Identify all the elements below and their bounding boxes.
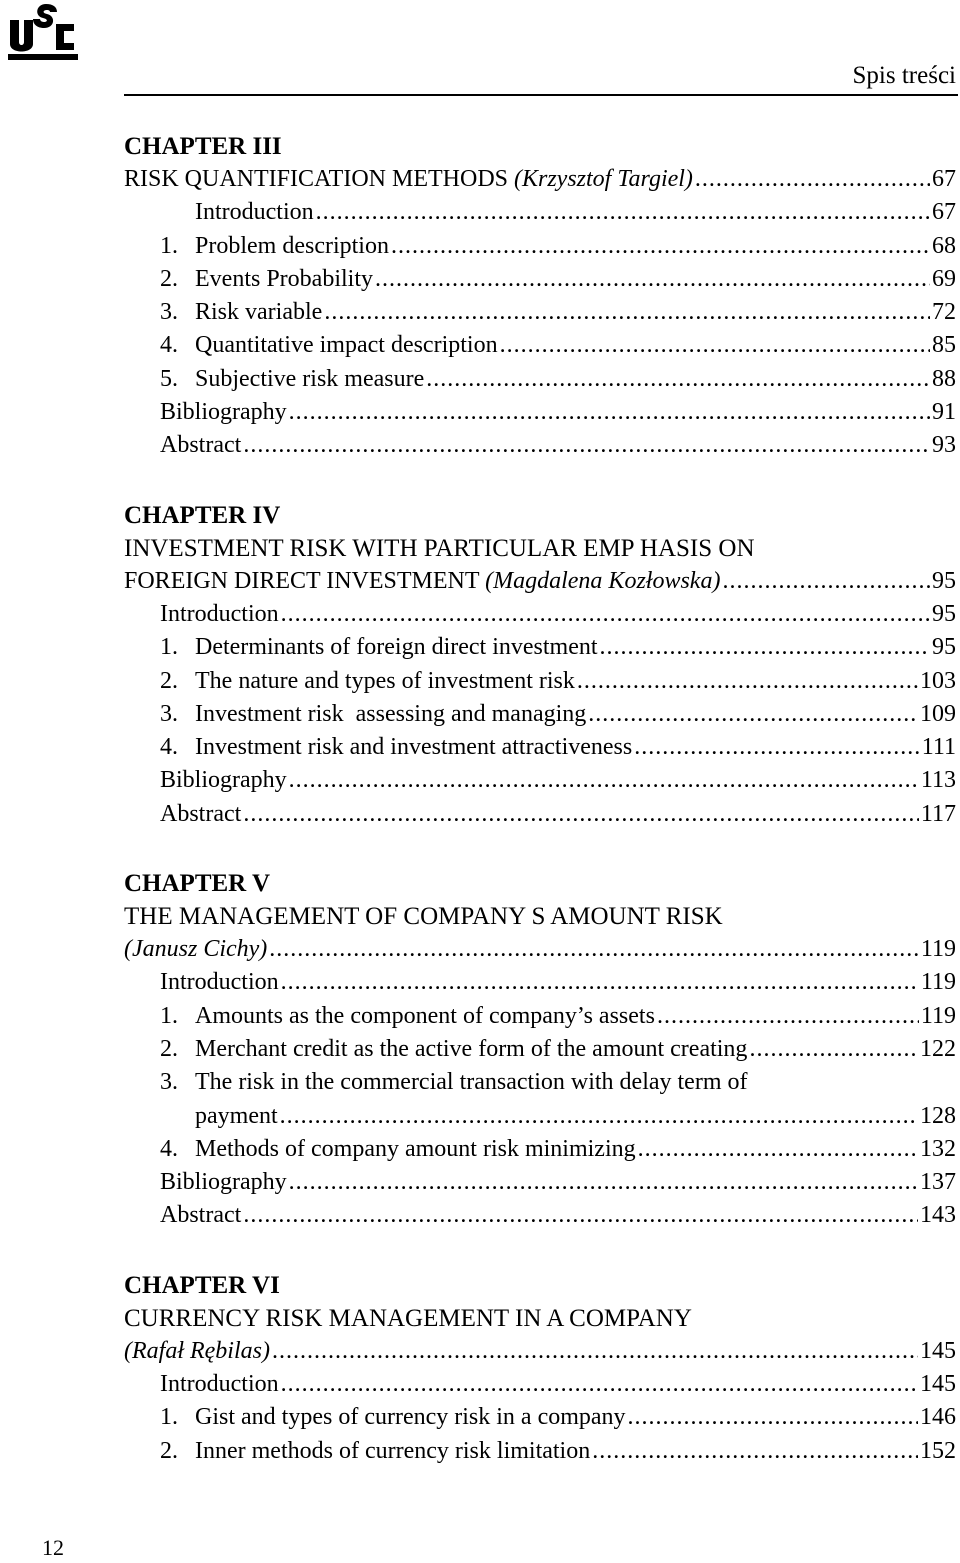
- page-ref: 95: [932, 567, 956, 594]
- page-ref: 95: [932, 634, 956, 661]
- entry-title: Quantitative impact description: [195, 332, 498, 359]
- toc-entry[interactable]: [124, 1368, 956, 1401]
- page-ref: 119: [920, 936, 956, 963]
- page-ref: 128: [920, 1102, 956, 1129]
- chapter-label: CHAPTER III: [124, 133, 282, 160]
- page-ref: 69: [932, 265, 956, 292]
- toc-entry[interactable]: 3. Investment risk assessing and managing ..... 109: [124, 698, 956, 731]
- toc-entry[interactable]: 2. Inner methods of currency risk limitation ..... 152: [124, 1435, 956, 1468]
- entry-title: Risk variable: [195, 299, 323, 326]
- toc-entry[interactable]: 1. Determinants of foreign direct investment ..... 95: [124, 631, 956, 664]
- toc-entry[interactable]: 3. Risk variable ..... 72: [124, 296, 956, 329]
- entry-title: Gist and types of currency risk in a company: [195, 1404, 626, 1431]
- page-ref: 91: [932, 399, 956, 426]
- page-ref: 113: [920, 767, 956, 794]
- page-ref: 109: [920, 700, 956, 727]
- chapter-title-entry[interactable]: [124, 1335, 956, 1368]
- page-ref: 85: [932, 332, 956, 359]
- toc-entry[interactable]: 3. The risk in the commercial transaction with delay term of: [124, 1066, 956, 1099]
- publisher-logo: [6, 2, 80, 64]
- page-ref: 146: [920, 1404, 956, 1431]
- entry-title: Introduction: [195, 199, 314, 226]
- page-ref: 119: [920, 969, 956, 996]
- toc-entry[interactable]: [124, 1166, 956, 1199]
- entry-title: The nature and types of investment risk: [195, 667, 575, 694]
- toc-entry[interactable]: [124, 396, 956, 429]
- page-ref: 111: [921, 734, 956, 761]
- page-ref: 132: [920, 1135, 956, 1162]
- page-ref: 68: [932, 232, 956, 259]
- entry-title: Introduction: [160, 969, 279, 996]
- page-ref: 119: [920, 1002, 956, 1029]
- chapter-5: [124, 867, 956, 1233]
- chapter-4: [124, 499, 956, 831]
- entry-title: Introduction: [160, 1371, 279, 1398]
- toc-entry[interactable]: [124, 966, 956, 999]
- entry-title: Inner methods of currency risk limitation: [195, 1437, 591, 1464]
- page-ref: 93: [932, 432, 956, 459]
- entry-title: Bibliography: [160, 767, 287, 794]
- entry-title: Subjective risk measure: [195, 365, 425, 392]
- running-head: Spis treści: [852, 62, 956, 89]
- toc-entry[interactable]: 4. Methods of company amount risk minimizing ..... 132: [124, 1133, 956, 1166]
- header-rule: [124, 94, 958, 96]
- page-ref: 72: [932, 299, 956, 326]
- entry-title: Determinants of foreign direct investment: [195, 634, 598, 661]
- table-of-contents: [124, 130, 956, 1504]
- chapter-title: THE MANAGEMENT OF COMPANY S AMOUNT RISK: [124, 903, 723, 931]
- entry-title: Merchant credit as the active form of the amount creating: [195, 1035, 748, 1062]
- toc-entry[interactable]: [124, 764, 956, 797]
- page-ref: 103: [920, 667, 956, 694]
- page-ref: 137: [920, 1169, 956, 1196]
- leader-dots: [695, 163, 930, 196]
- toc-entry[interactable]: 5. Subjective risk measure ..... 88: [124, 363, 956, 396]
- toc-entry[interactable]: [124, 429, 956, 462]
- entry-title: Abstract: [160, 1202, 242, 1229]
- page-ref: 152: [920, 1437, 956, 1464]
- chapter-title: RISK QUANTIFICATION METHODS (Krzysztof Targiel): [124, 166, 693, 192]
- chapter-author: (Janusz Cichy): [124, 936, 268, 963]
- entry-title: Abstract: [160, 800, 242, 827]
- entry-title: Abstract: [160, 432, 242, 459]
- toc-entry[interactable]: 1. Gist and types of currency risk in a company ..... 146: [124, 1401, 956, 1434]
- chapter-label: CHAPTER VI: [124, 1271, 280, 1299]
- toc-entry[interactable]: 4. Investment risk and investment attractiveness ..... 111: [124, 731, 956, 764]
- toc-entry[interactable]: [124, 598, 956, 631]
- chapter-author: (Rafał Rębilas): [124, 1337, 270, 1364]
- toc-entry[interactable]: 1. Amounts as the component of company’s assets ..... 119: [124, 1000, 956, 1033]
- entry-title: Methods of company amount risk minimizing: [195, 1135, 636, 1162]
- page-ref: 88: [932, 365, 956, 392]
- entry-title: Introduction: [160, 600, 279, 627]
- entry-title: Bibliography: [160, 399, 287, 426]
- page-ref: 117: [920, 800, 956, 827]
- toc-entry[interactable]: 1. Problem description ..... 68: [124, 230, 956, 263]
- toc-entry[interactable]: 4. Quantitative impact description ..... 85: [124, 329, 956, 362]
- entry-title: Amounts as the component of company’s assets: [195, 1002, 655, 1029]
- chapter-title-entry[interactable]: [124, 163, 956, 196]
- chapter-label: CHAPTER IV: [124, 501, 281, 529]
- entry-title: Bibliography: [160, 1169, 287, 1196]
- chapter-title: INVESTMENT RISK WITH PARTICULAR EMP HASIS ON: [124, 534, 755, 562]
- toc-entry[interactable]: [124, 1199, 956, 1232]
- toc-entry[interactable]: [124, 798, 956, 831]
- page-ref: 145: [920, 1337, 956, 1364]
- entry-title: payment: [195, 1102, 278, 1129]
- chapter-label: CHAPTER V: [124, 870, 271, 898]
- toc-entry[interactable]: 2. The nature and types of investment risk ..... 103: [124, 665, 956, 698]
- page-ref: 67: [932, 166, 956, 192]
- toc-entry[interactable]: 2. Merchant credit as the active form of the amount creating ..... 122: [124, 1033, 956, 1066]
- entry-title: Investment risk assessing and managing: [195, 700, 587, 727]
- page-ref: 122: [920, 1035, 956, 1062]
- page-ref: 143: [920, 1202, 956, 1229]
- chapter-title-entry[interactable]: [124, 565, 956, 598]
- entry-title: Events Probability: [195, 265, 373, 292]
- chapter-author: (Krzysztof Targiel): [514, 166, 693, 192]
- chapter-title-entry[interactable]: [124, 933, 956, 966]
- chapter-3: [124, 130, 956, 463]
- chapter-author: (Magdalena Kozłowska): [485, 567, 721, 594]
- page-number: 12: [42, 1535, 64, 1560]
- chapter-6: [124, 1269, 956, 1468]
- page-ref: 67: [932, 199, 956, 226]
- page-ref: 145: [920, 1371, 956, 1398]
- entry-title: Investment risk and investment attractiveness: [195, 734, 633, 761]
- entry-title: The risk in the commercial transaction with delay term of: [195, 1069, 748, 1096]
- chapter-title-cont: FOREIGN DIRECT INVESTMENT (Magdalena Kozłowska): [124, 567, 721, 594]
- toc-entry-continued[interactable]: [124, 1100, 956, 1133]
- entry-title: Problem description: [195, 232, 389, 259]
- page-ref: 95: [932, 600, 956, 627]
- chapter-title: CURRENCY RISK MANAGEMENT IN A COMPANY: [124, 1304, 692, 1332]
- toc-entry[interactable]: [124, 196, 956, 229]
- toc-entry[interactable]: 2. Events Probability ..... 69: [124, 263, 956, 296]
